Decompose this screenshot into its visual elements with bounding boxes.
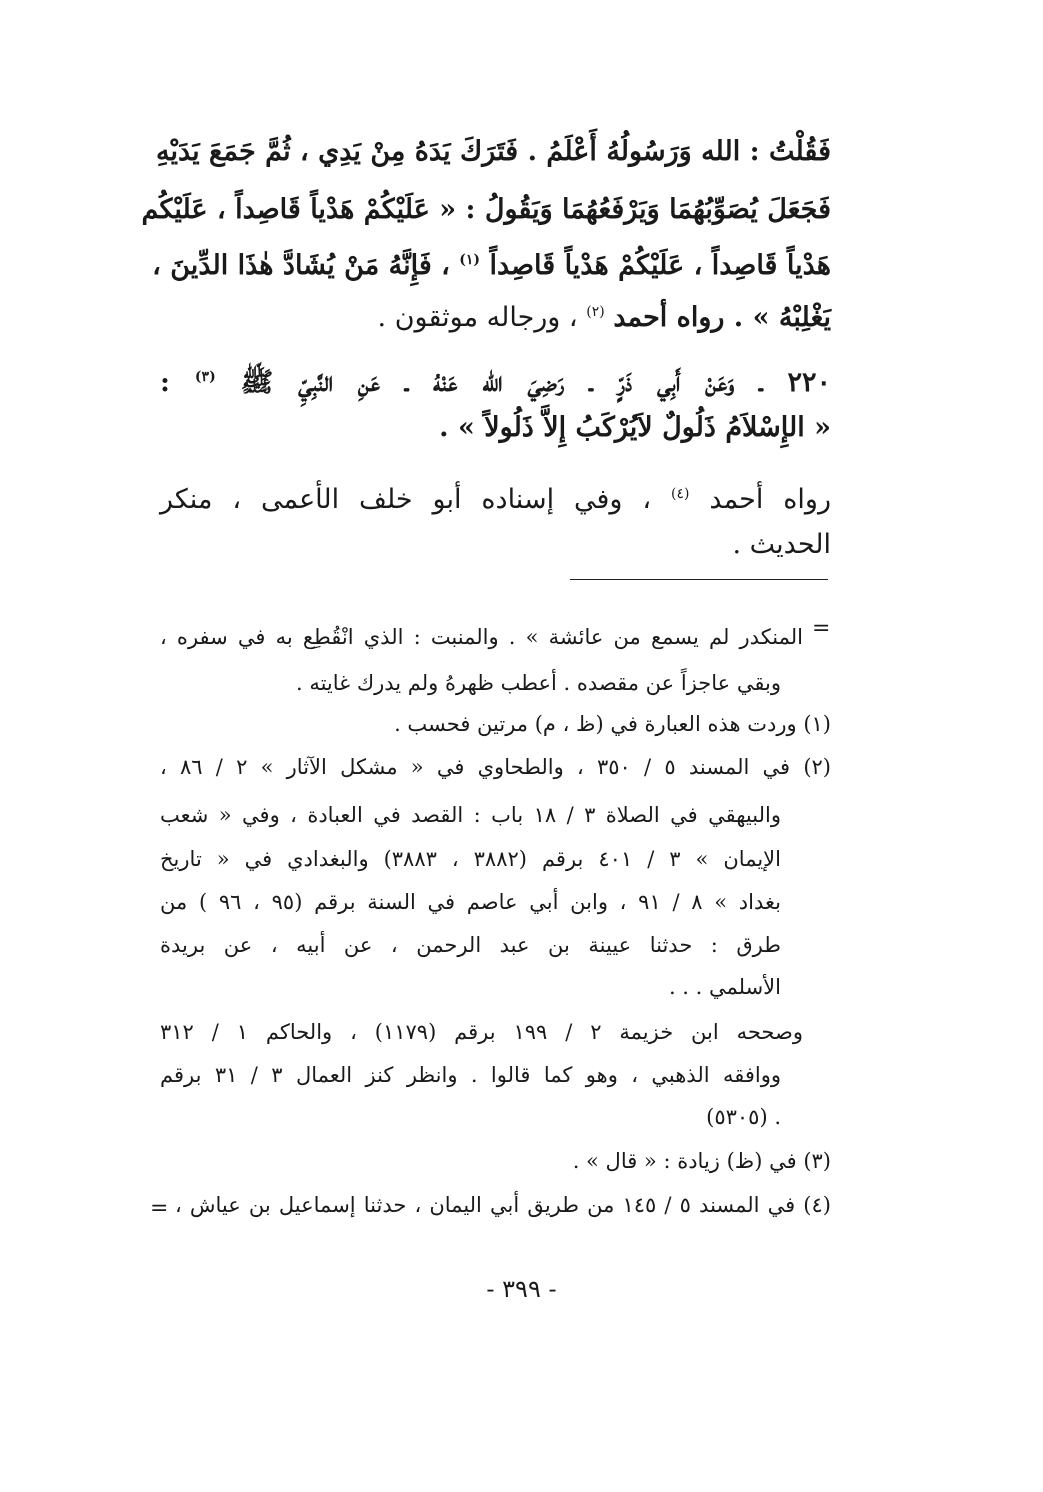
- footnote-2-line-8-text: ووافقه الذهبي ، وهو كما قالوا . وانظر كنز العمال ٣ / ٣١ برقم: [160, 1063, 781, 1087]
- page-number: - ٣٩٩ -: [486, 1275, 557, 1303]
- footnote-separator: [570, 579, 828, 580]
- footnote-cont-line-2: [160, 666, 781, 700]
- footnote-3-text: (٣) في (ظ) زيادة : « قال » .: [572, 1149, 831, 1173]
- main-line-5-text-b: :: [160, 367, 170, 398]
- footnote-ref-2: (٢): [586, 304, 605, 320]
- footnote-2-line-5-text: طرق : حدثنا عيينة بن عبد الرحمن ، عن أبيه ، عن بريدة: [160, 933, 781, 957]
- main-line-4-text-a: يَغْلِبْهُ » . رواه أحمد: [613, 302, 831, 333]
- footnote-ref-1: (١): [459, 252, 481, 268]
- footnote-cont-line-1-text: المنكدر لم يسمع من عائشة » . والمنبت : الذي انْقُطِع به في سفره ،: [160, 625, 803, 649]
- footnote-2-line-7: [160, 1015, 803, 1049]
- main-line-5: [160, 357, 831, 397]
- footnote-ref-3: (٣): [194, 369, 216, 385]
- main-line-7-text-a: رواه أحمد: [709, 484, 832, 515]
- continuation-mark-bottom: =: [150, 1196, 169, 1221]
- footnote-2-line-1: [160, 750, 831, 784]
- footnote-2-line-8: [160, 1058, 781, 1092]
- continuation-mark-top: =: [812, 616, 831, 641]
- footnote-2-line-9: [160, 1100, 781, 1134]
- footnote-2-line-7-text: وصححه ابن خزيمة ٢ / ١٩٩ برقم (١١٧٩) ، والحاكم ١ / ٣١٢: [160, 1020, 803, 1044]
- main-line-3: [152, 240, 831, 281]
- footnote-2-line-3: [160, 842, 781, 876]
- footnote-1: [160, 707, 831, 741]
- main-line-1: [155, 132, 831, 172]
- footnote-3: [160, 1144, 831, 1178]
- footnote-2-line-1-text: (٢) في المسند ٥ / ٣٥٠ ، والطحاوي في « مشكل الآثار » ٢ / ٨٦ ،: [160, 755, 831, 779]
- footnote-2-line-3-text: الإيمان » ٣ / ٤٠١ برقم (٣٨٨٢ ، ٣٨٨٣) والبغدادي في « تاريخ: [160, 847, 781, 871]
- main-line-6-text: « الإِسْلاَمُ ذَلُولٌ لاَيُرْكَبُ إِلاَّ ذَلُولاً » .: [439, 412, 831, 443]
- main-line-8: [160, 525, 831, 565]
- footnote-2-line-9-text: (٥٣٠٥) .: [706, 1105, 781, 1129]
- footnote-2-line-2: [160, 798, 781, 832]
- footnote-2-line-5: [160, 928, 781, 962]
- main-line-1-text: فَقُلْتُ : الله وَرَسُولُهُ أَعْلَمُ . فَتَرَكَ يَدَهُ مِنْ يَدِي ، ثُمَّ جَمَعَ يَدَيْهِ: [155, 136, 831, 167]
- main-line-3-text-a: هَدْياً قَاصِداً ، عَلَيْكُمْ هَدْياً قَاصِداً: [489, 250, 831, 281]
- footnote-4-text: (٤) في المسند ٥ / ١٤٥ من طريق أبي اليمان ، حدثنا إسماعيل بن عياش ،: [175, 1193, 831, 1217]
- main-line-7-text-b: ، وفي إسناده أبو خلف الأعمى ، منكر: [160, 484, 652, 515]
- footnote-2-line-2-text: والبيهقي في الصلاة ٣ / ١٨ باب : القصد في العبادة ، وفي « شعب: [160, 803, 781, 827]
- footnote-2-line-6: [160, 970, 781, 1004]
- main-line-4-text-b: ، ورجاله موثقون .: [377, 302, 578, 333]
- main-line-4: [160, 292, 831, 332]
- main-line-7: [160, 474, 831, 514]
- footnote-4: [175, 1188, 831, 1222]
- footnote-cont-line-1: [160, 620, 803, 654]
- main-line-2: [141, 190, 831, 230]
- main-line-5-text-a: ٢٢٠ ـ وَعَنْ أَبِي ذَرٍّ ـ رَضِيَ الله عَنْهُ ـ عَنِ النَّبِيِّ ﷺ: [240, 367, 831, 398]
- footnote-cont-line-2-text: وبقي عاجزاً عن مقصده . أعطب ظهرهُ ولم يدرك غايته .: [295, 671, 781, 695]
- main-line-2-text: فَجَعَلَ يُصَوِّبُهُمَا وَيَرْفَعُهُمَا وَيَقُولُ : « عَلَيْكُمْ هَدْياً قَاصِداً ، عَلَيْكُم: [141, 194, 831, 225]
- footnote-ref-4: (٤): [671, 486, 690, 502]
- footnote-2-line-4: [160, 885, 781, 919]
- main-line-3-text-b: ، فَإِنَّهُ مَنْ يُشَادَّ هٰذَا الدِّينَ ،: [152, 250, 450, 281]
- footnote-2-line-6-text: الأسلمي . . .: [668, 975, 781, 999]
- main-line-8-text: الحديث .: [732, 529, 831, 560]
- footnote-2-line-4-text: بغداد » ٨ / ٩١ ، وابن أبي عاصم في السنة برقم (٩٥ ، ٩٦ ) من: [160, 890, 781, 914]
- footnote-1-text: (١) وردت هذه العبارة في (ظ ، م) مرتين فحسب .: [394, 712, 831, 736]
- main-line-6: [160, 408, 831, 448]
